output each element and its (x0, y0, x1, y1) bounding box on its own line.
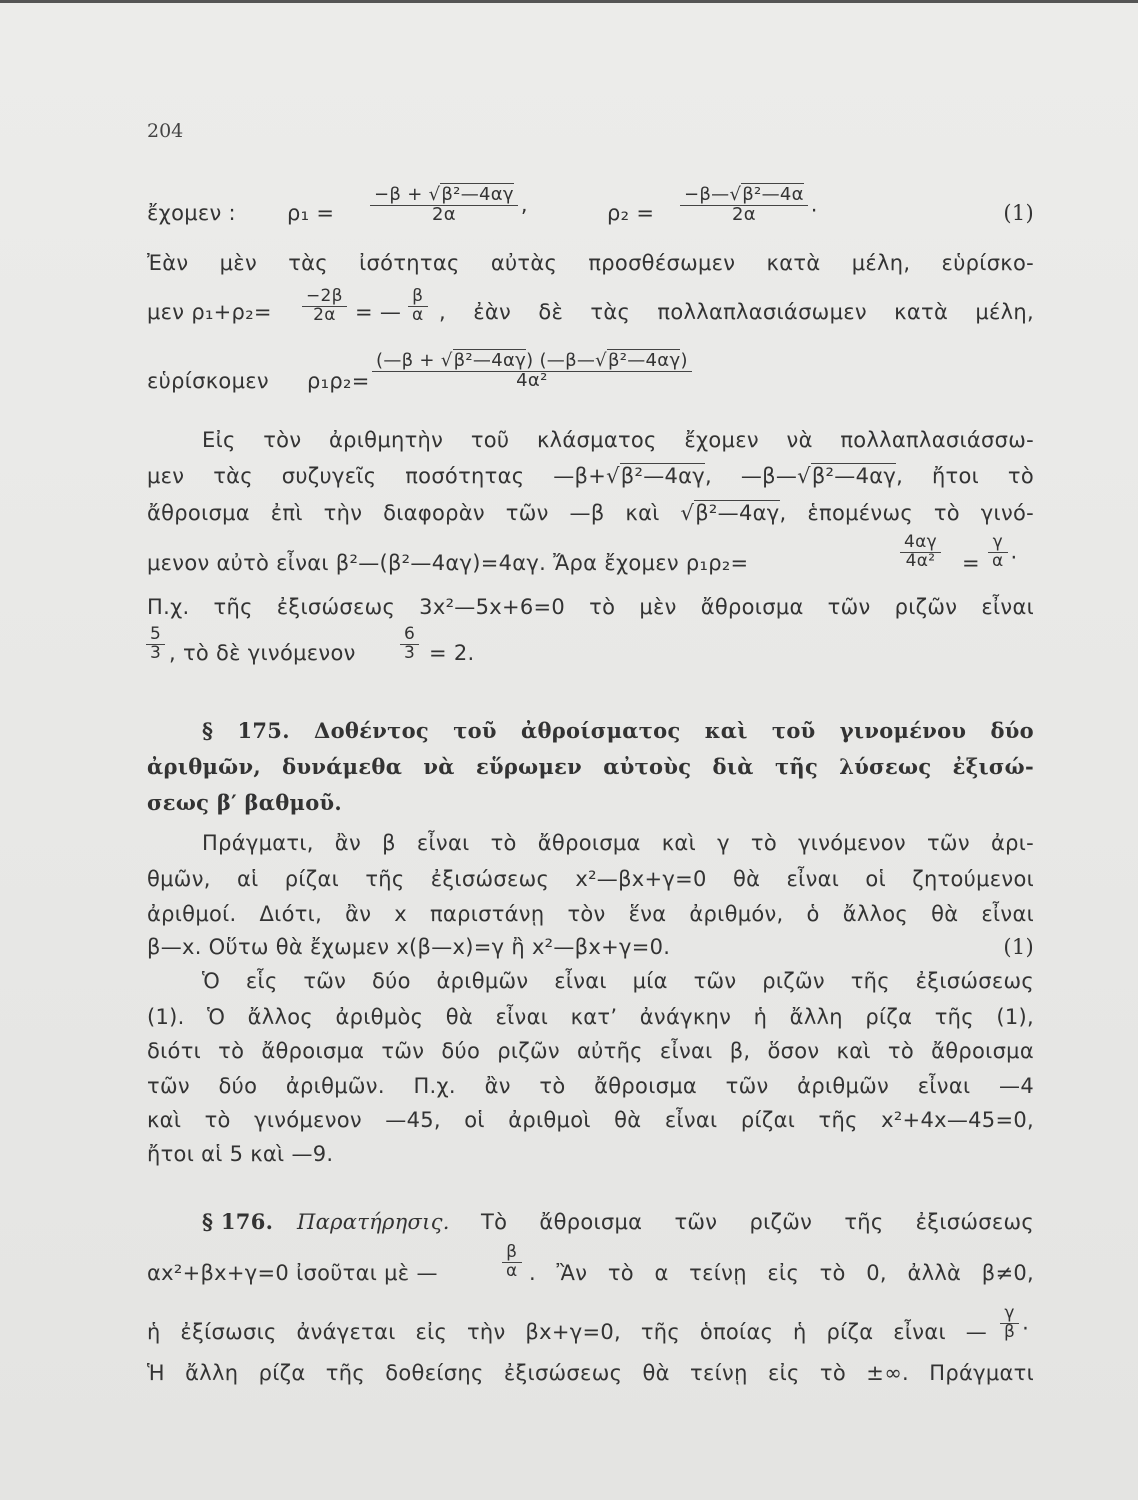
diff-b: , ἑπομένως τὸ γινό- (779, 501, 1035, 525)
text-line: θμῶν, αἱ ρίζαι τῆς ἐξισώσεως x²—βx+γ=0 θὰ εἶναι οἱ ζητούμενοι (147, 867, 1034, 891)
section-176-text: Τὸ ἄθροισμα τῶν ριζῶν τῆς ἐξισώσεως (481, 1210, 1034, 1234)
sumroots-fraction (499, 1244, 525, 1281)
example-fraction-1 (143, 626, 168, 663)
section-176-title: Παρατήρησις. (297, 1210, 450, 1234)
result-eq: = (962, 551, 980, 575)
conj-r2: β²—4αγ (811, 464, 897, 488)
prod-n3: ) (680, 350, 688, 371)
rho1-num-root: β²—4αγ (441, 184, 514, 205)
text-line: Π.χ. τῆς ἐξισώσεως 3x²—5x+6=0 τὸ μὲν ἄθροισμα τῶν ριζῶν εἶναι (147, 595, 1034, 619)
page-number: 204 (147, 120, 184, 142)
result-f1-num: 4αγ (900, 534, 941, 553)
equation-number-2: (1) (1003, 935, 1034, 959)
text-line: ἀριθμοί. Διότι, ἂν x παριστάνῃ τὸν ἕνα ἀριθμόν, ὁ ἄλλος θὰ εἶναι (147, 902, 1034, 926)
product-lead: εὑρίσκομεν (147, 369, 269, 393)
ex-f2-num: 6 (400, 626, 419, 645)
result-fraction-2 (985, 534, 1018, 571)
text-line-eq (147, 932, 1034, 962)
result-fraction-1 (897, 534, 944, 571)
conj-c: , ἤτοι τὸ (896, 464, 1034, 488)
ex-f1-den: 3 (150, 642, 162, 663)
rho2-num-root: β²—4α (742, 184, 804, 205)
conj-r1: β²—4αγ (620, 464, 706, 488)
section-175-heading: § 175. Δοθέντος τοῦ ἀθροίσματος καὶ τοῦ γινομένου δύο (202, 718, 1034, 743)
rho2-den: 2α (731, 203, 756, 225)
text-line: Ὁ εἷς τῶν δύο ἀριθμῶν εἶναι μία τῶν ριζῶν τῆς ἐξισώσεως (202, 969, 1034, 993)
text-line: διότι τὸ ἄθροισμα τῶν δύο ριζῶν αὐτῆς εἶναι β, ὅσον καὶ τὸ ἄθροισμα (147, 1039, 1034, 1063)
sum-lead: μεν ρ₁+ρ₂= (147, 300, 272, 324)
rho2-num-a: −β— (684, 184, 730, 205)
ex-f2-den: 3 (404, 642, 416, 663)
linear-a: ἡ ἐξίσωσις ἀνάγεται εἰς τὴν βx+γ=0, τῆς ὁποίας ἡ ρίζα εἶναι — (147, 1320, 987, 1344)
formula-line-sum (147, 288, 1034, 336)
text-line-conjugates: μεν τὰς συζυγεῖς ποσότητας —β+√β²—4αγ, —β—√β²—4αγ, ἤτοι τὸ (147, 464, 1034, 488)
sumroots-num: β (502, 1244, 522, 1263)
result-lead: μενον αὐτὸ εἶναι β²—(β²—4αγ)=4αγ. Ἄρα ἔχομεν ρ₁ρ₂= (147, 551, 749, 575)
sum-f1-den: 2α (313, 304, 336, 325)
equation-number: (1) (1003, 201, 1034, 225)
dot: . (810, 192, 818, 217)
sum-mid: = — (355, 300, 402, 324)
sum-fraction-1 (299, 288, 350, 325)
prod-r2: β²—4αγ (607, 350, 681, 371)
rho1-num-a: −β + (374, 184, 429, 205)
conj-a: μεν τὰς συζυγεῖς ποσότητας —β+ (147, 464, 607, 488)
text-line: τῶν δύο ἀριθμῶν. Π.χ. ἂν τὸ ἄθροισμα τῶν ἀριθμῶν εἶναι —4 (147, 1074, 1034, 1098)
section-175-heading-3: σεως β′ βαθμοῦ. (147, 790, 343, 815)
formula-line-roots (147, 186, 1034, 236)
top-border (0, 0, 1138, 3)
result-f2-num: γ (988, 534, 1008, 553)
section-176-number: § 176. (202, 1209, 274, 1234)
formula-line-product (147, 352, 1034, 404)
text-line: (1). Ὁ ἄλλος ἀριθμὸς θὰ εἶναι κατ’ ἀνάγκην ἡ ἄλλη ρίζα τῆς (1), (147, 1005, 1034, 1029)
sumroots-b: . Ἂν τὸ α τείνῃ εἰς τὸ 0, ἀλλὰ β≠0, (529, 1261, 1034, 1285)
sum-f2-num: β (408, 288, 428, 307)
prod-n2: ) (—β— (526, 350, 596, 371)
sum-fraction-2 (405, 288, 431, 325)
p175-eq-text: β—x. Οὕτω θὰ ἔχωμεν x(β—x)=γ ἢ x²—βx+γ=0. (147, 935, 671, 959)
sum-f1-num: −2β (302, 288, 347, 307)
ex-f1-num: 5 (146, 626, 165, 645)
section-175-heading-2: ἀριθμῶν, δυνάμεθα νὰ εὕρωμεν αὐτοὺς διὰ τῆς λύσεως ἐξισώ- (147, 754, 1034, 779)
text-line: Πράγματι, ἂν β εἶναι τὸ ἄθροισμα καὶ γ τὸ γινόμενον τῶν ἀρι- (202, 831, 1034, 855)
example-text: , τὸ δὲ γινόμενον (169, 641, 356, 665)
linear-den: β (1004, 1321, 1016, 1342)
conj-b: , —β— (705, 464, 798, 488)
comma: , (520, 192, 528, 217)
rho1-fraction: $\frac{\text{−β + √β²—4αγ}}{2\alpha}$ , (367, 186, 528, 225)
formula-line-linear (147, 1305, 1034, 1357)
rho2-fraction: $\frac{\text{−β—√β²—4α}}{2\alpha}$ . (677, 186, 818, 225)
diff-a: ἄθροισμα ἐπὶ τὴν διαφορὰν τῶν —β καὶ (147, 501, 681, 525)
text-line-difference: ἄθροισμα ἐπὶ τὴν διαφορὰν τῶν —β καὶ √β²—4αγ, ἑπομένως τὸ γινό- (147, 501, 1035, 525)
diff-r: β²—4αγ (695, 501, 780, 525)
example-result: = 2. (429, 641, 475, 665)
rho2-label: ρ₂ = (607, 201, 655, 225)
sum-f2-den: α (412, 304, 424, 325)
lead-text: ἔχομεν : (147, 201, 236, 225)
result-f1-den: 4α² (905, 550, 936, 571)
text-line: Ἐὰν μὲν τὰς ἰσότητας αὐτὰς προσθέσωμεν κατὰ μέλη, εὑρίσκο- (147, 251, 1034, 275)
linear-num: γ (1000, 1305, 1019, 1324)
text-line: καὶ τὸ γινόμενον —45, οἱ ἀριθμοὶ θὰ εἶναι ρίζαι τῆς x²+4x—45=0, (147, 1108, 1034, 1132)
prod-den: 4α² (516, 369, 548, 391)
sum-tail: , ἐὰν δὲ τὰς πολλαπλασιάσωμεν κατὰ μέλη, (439, 300, 1034, 324)
rho1-den: 2α (431, 203, 456, 225)
linear-dot: . (1022, 1310, 1030, 1335)
formula-line-sum-roots (147, 1244, 1034, 1298)
linear-fraction (997, 1305, 1029, 1342)
prod-r1: β²—4αγ (453, 350, 527, 371)
rho1-label: ρ₁ = (287, 201, 335, 225)
example-fraction-2 (397, 626, 422, 663)
result-dot: . (1010, 539, 1018, 564)
text-line: Ἡ ἄλλη ρίζα τῆς δοθείσης ἐξισώσεως θὰ τείνῃ εἰς τὸ ±∞. Πράγματι (147, 1361, 1034, 1385)
result-f2-den: α (992, 550, 1004, 571)
prod-n1: (—β + (376, 350, 441, 371)
formula-line-example (147, 626, 1034, 678)
text-line: ἤτοι αἱ 5 καὶ —9. (147, 1142, 334, 1166)
formula-line-result (147, 534, 1034, 590)
sumroots-den: α (506, 1260, 518, 1281)
product-label: ρ₁ρ₂= (307, 369, 370, 393)
product-fraction: $\frac{\text{(—β + √β²—4αγ) (—β—√β²—4αγ)}}{\text{4α²}}$ (369, 352, 695, 391)
sumroots-a: αx²+βx+γ=0 ἰσοῦται μὲ — (147, 1261, 438, 1285)
text-line: Εἰς τὸν ἀριθμητὴν τοῦ κλάσματος ἔχομεν νὰ πολλαπλασιάσσω- (202, 428, 1034, 452)
